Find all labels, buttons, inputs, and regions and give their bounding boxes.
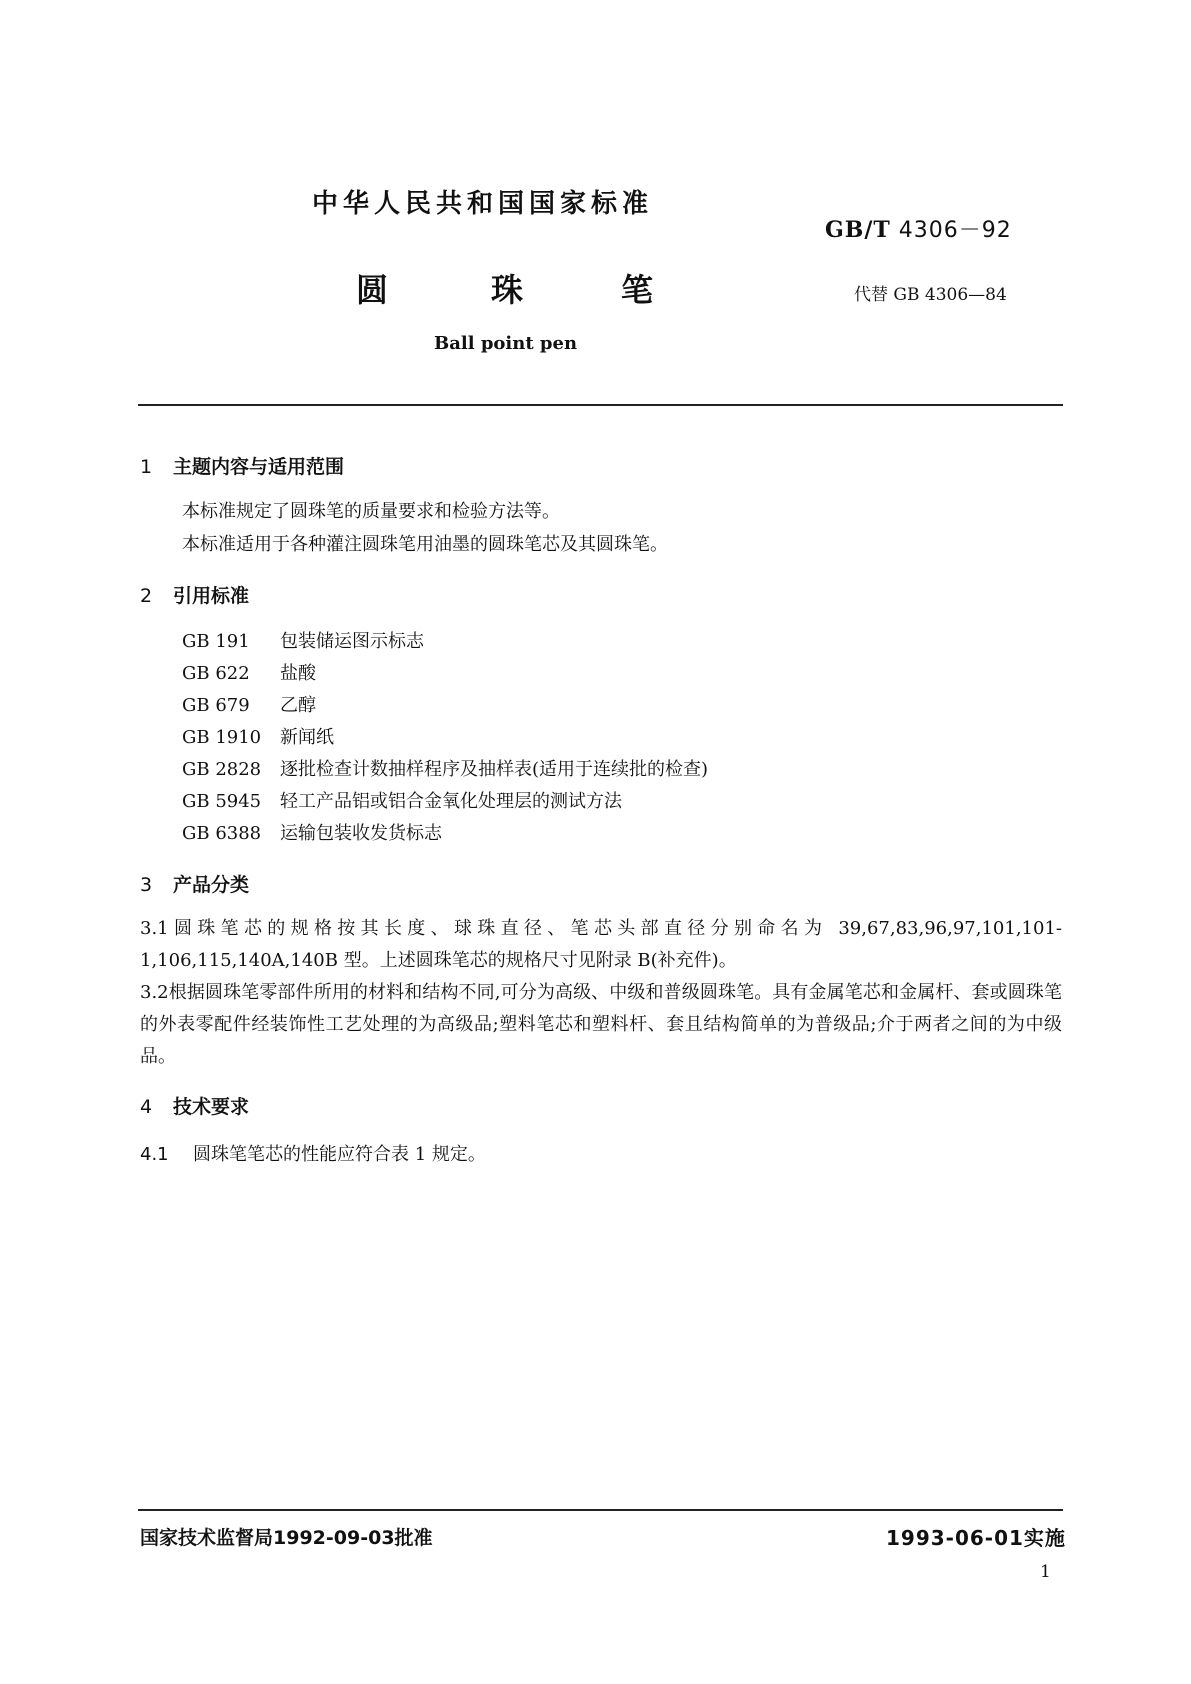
national-standard-title: 中华人民共和国国家标准	[312, 189, 654, 219]
approval-info: 国家技术监督局1992-09-03批准	[140, 1527, 433, 1549]
clause-number: 4.1	[140, 1144, 169, 1165]
clause-number: 3.2	[140, 982, 169, 1003]
doc-title-char-1: 圆	[356, 271, 389, 309]
reference-item	[182, 723, 334, 749]
reference-code: GB 622	[182, 663, 250, 684]
section-title: 引用标准	[173, 585, 250, 607]
reference-item	[182, 627, 424, 653]
page-number: 1	[1040, 1562, 1051, 1582]
reference-item	[182, 691, 316, 717]
standard-prefix: GB/T	[825, 217, 891, 243]
section-title: 主题内容与适用范围	[173, 456, 345, 478]
reference-code: GB 5945	[182, 791, 262, 812]
paragraph: 本标准规定了圆珠笔的质量要求和检验方法等。	[182, 501, 560, 522]
section-3-heading	[140, 870, 249, 897]
clause-3-2	[140, 977, 1062, 1073]
english-title: Ball point pen	[434, 333, 578, 354]
section-2-heading	[140, 581, 249, 608]
reference-name: 运输包装收发货标志	[280, 823, 442, 844]
section-number: 1	[140, 456, 153, 478]
clause-text: 根据圆珠笔零部件所用的材料和结构不同,可分为高级、中级和普级圆珠笔。具有金属笔芯和金属杆、套或圆珠笔的外表零配件经装饰性工艺处理的为高级品;塑料笔芯和塑料杆、套且结构简单的为普级品;介于两者之间的为中级品。	[140, 982, 1062, 1067]
section-number: 2	[140, 585, 153, 607]
reference-item	[182, 787, 622, 813]
clause-3-1	[140, 913, 1062, 977]
doc-title-char-2: 珠	[491, 271, 524, 309]
reference-code: GB 2828	[182, 759, 262, 780]
reference-name: 盐酸	[280, 663, 316, 684]
doc-title-char-3: 笔	[621, 271, 654, 309]
reference-name: 乙醇	[280, 695, 316, 716]
section-1-heading	[140, 452, 344, 479]
clause-4-1	[140, 1140, 486, 1166]
reference-code: GB 679	[182, 695, 250, 716]
implementation-date: 1993-06-01实施	[886, 1526, 1066, 1550]
reference-name: 逐批检查计数抽样程序及抽样表(适用于连续批的检查)	[280, 759, 709, 780]
reference-name: 包装储运图示标志	[280, 631, 424, 652]
section-number: 3	[140, 874, 153, 896]
reference-item	[182, 755, 708, 781]
section-4-heading	[140, 1092, 249, 1119]
header-divider	[138, 404, 1063, 406]
reference-item	[182, 819, 442, 845]
clause-text: 圆珠笔笔芯的性能应符合表 1 规定。	[193, 1144, 486, 1165]
reference-code: GB 6388	[182, 823, 262, 844]
footer-divider	[138, 1509, 1063, 1511]
reference-code: GB 1910	[182, 727, 262, 748]
standard-number	[825, 213, 1012, 244]
reference-name: 轻工产品铝或铝合金氧化处理层的测试方法	[280, 791, 622, 812]
section-title: 产品分类	[173, 874, 250, 896]
section-title: 技术要求	[173, 1096, 250, 1118]
clause-text: 圆珠笔芯的规格按其长度、球珠直径、笔芯头部直径分别命名为 39,67,83,96,97,101,101-1,106,115,140A,140B 型。上述圆珠笔芯的规格尺寸见附录 B(补充件)。	[140, 918, 1062, 971]
standard-code: 4306－92	[898, 218, 1012, 243]
reference-code: GB 191	[182, 631, 250, 652]
clause-number: 3.1	[140, 918, 169, 939]
paragraph: 本标准适用于各种灌注圆珠笔用油墨的圆珠笔芯及其圆珠笔。	[182, 534, 668, 555]
replaces-standard: 代替 GB 4306—84	[854, 285, 1007, 305]
reference-name: 新闻纸	[280, 727, 334, 748]
reference-item	[182, 659, 316, 685]
section-number: 4	[140, 1096, 153, 1118]
